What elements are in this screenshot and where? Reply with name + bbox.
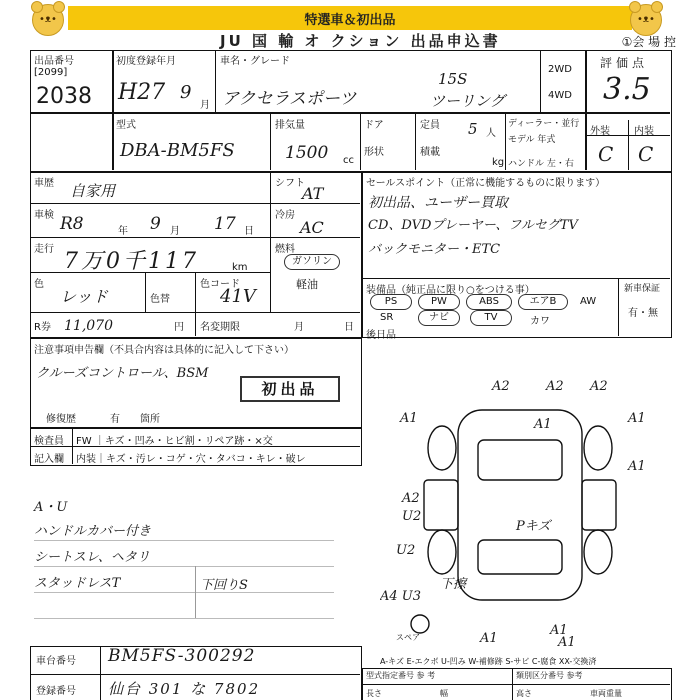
damage-mark: A2 xyxy=(546,379,564,394)
damage-mark: A1 xyxy=(480,631,498,646)
car-body-outline xyxy=(458,410,582,600)
color-change-label: 色替 xyxy=(150,294,170,305)
height-label: 高さ xyxy=(516,689,532,698)
new-car-warranty-label: 新車保証 xyxy=(624,284,661,294)
inspector-row-exterior: FW ｜キズ・凹み・ヒビ割・リペア跡・×交 xyxy=(76,436,273,447)
equipment-ps: PS xyxy=(370,294,412,310)
wheel-rear-right xyxy=(584,530,612,574)
damage-mark: A2 xyxy=(590,379,608,394)
displacement: 1500 xyxy=(285,143,329,163)
recycle-amount: 11,070 xyxy=(64,318,113,334)
lot-number: 2038 xyxy=(36,84,92,109)
usage: 自家用 xyxy=(70,182,116,200)
fuel-gasoline: ガソリン xyxy=(284,254,340,270)
usage-label: 車歴 xyxy=(34,178,54,189)
exterior-grade: C xyxy=(598,142,614,166)
score-label: 評価点 xyxy=(600,56,649,70)
first-reg-year: H27 xyxy=(118,80,166,105)
displacement-label: 排気量 xyxy=(275,120,305,131)
sheet-title: JU 国 輸 オ クション 出品申込書 xyxy=(220,32,501,50)
capacity-label: 定員 xyxy=(420,120,440,131)
shift: AT xyxy=(302,184,324,203)
drive-4wd: 4WD xyxy=(548,90,572,101)
fuel-light-oil: 軽油 xyxy=(296,278,318,291)
width-label: 幅 xyxy=(440,689,448,698)
side-left xyxy=(424,480,458,530)
side-right xyxy=(582,480,616,530)
exterior-label: 外装 xyxy=(590,126,610,137)
equipment-sr: SR xyxy=(380,312,394,323)
lot-label: 出品番号 xyxy=(34,56,74,67)
equipment-abs: ABS xyxy=(466,294,512,310)
color: レッド xyxy=(60,287,108,306)
damage-mark: A4 U3 xyxy=(380,589,422,604)
first-reg-month: 9 xyxy=(180,82,192,103)
inspector-note: ハンドルカバー付き xyxy=(34,524,152,539)
model-name: アクセラスポーツ xyxy=(222,89,357,109)
later-items-label: 後日品 xyxy=(366,330,396,341)
chassis-number: BM5FS-300292 xyxy=(108,646,256,666)
ac: AC xyxy=(300,218,324,237)
capacity: 5 xyxy=(468,120,478,138)
inspector-note: スタッドレスT xyxy=(34,576,121,591)
banner-title: 特選車＆初出品 xyxy=(304,13,396,28)
bear-mascot-icon: •ᴥ• xyxy=(630,4,662,36)
color-code: 41V xyxy=(220,286,256,307)
grade-code: 15S xyxy=(438,70,468,88)
handle-label: ハンドル 左・右 xyxy=(508,159,574,169)
equipment-aw: AW xyxy=(580,296,597,307)
damage-mark: A1 xyxy=(550,623,568,638)
inspector-label: 検査員 xyxy=(34,436,64,447)
registration-label: 登録番号 xyxy=(36,686,76,697)
car-windshield xyxy=(478,440,562,480)
load-label: 積載 xyxy=(420,147,440,158)
venue-copy-label: ①会 場 控 xyxy=(621,35,676,49)
structure-number-label: 型式指定番号 参 考 xyxy=(366,671,436,680)
drive-2wd: 2WD xyxy=(548,64,572,75)
registration-number: 仙台 301 な 7802 xyxy=(108,680,261,698)
damage-mark: U2 xyxy=(402,509,422,524)
color-code-label: 色コード xyxy=(200,279,240,290)
car-damage-diagram xyxy=(380,370,680,650)
damage-mark: A2 xyxy=(402,491,420,506)
interior-label: 内装 xyxy=(634,126,654,137)
mileage: 7万0千117 xyxy=(64,249,199,274)
sales-point-line: CD、DVDプレーヤー、フルセグTV xyxy=(368,218,578,233)
interior-grade: C xyxy=(638,142,654,166)
car-rear-window xyxy=(478,540,562,574)
ac-label: 冷房 xyxy=(275,210,295,221)
spare-tire-icon xyxy=(411,615,429,633)
model-name-label: 車名・グレード xyxy=(220,56,290,67)
damage-mark: A1 xyxy=(628,459,646,474)
door-label: ドア xyxy=(364,120,384,131)
recycle-label: R券 xyxy=(34,322,51,333)
repair-label: 修復歴 xyxy=(46,414,76,425)
sales-points-label: セールスポイント（正常に機能するものに限ります） xyxy=(366,178,606,189)
damage-mark: A1 xyxy=(558,635,576,650)
lot-sub: [2099] xyxy=(34,67,68,78)
inspection-day: 17 xyxy=(214,214,236,234)
equipment-navi: ナビ xyxy=(418,310,460,326)
cc-unit: cc xyxy=(343,155,354,166)
warranty-value: 有・無 xyxy=(628,308,658,319)
sales-point-line: バックモニター・ETC xyxy=(368,242,501,257)
damage-mark: A2 xyxy=(492,379,510,394)
model-year-label: モデル 年式 xyxy=(508,135,556,145)
grade-name: ツーリング xyxy=(430,92,505,110)
transfer-day-unit: 日 xyxy=(344,322,354,333)
first-listing-stamp: 初出品 xyxy=(240,376,340,402)
inspection-month: 9 xyxy=(150,214,161,234)
damage-mark: A1 xyxy=(400,411,418,426)
inspector-note: 下回りS xyxy=(200,578,248,593)
wheel-front-right xyxy=(584,426,612,470)
equipment-leather: カワ xyxy=(530,316,550,327)
sales-point-line: 初出品、ユーザー買取 xyxy=(368,195,508,211)
inspection-era: R8 xyxy=(60,214,84,234)
score-value: 3.5 xyxy=(603,72,651,107)
entry-label: 記入欄 xyxy=(34,454,64,465)
auction-sheet: 特選車＆初出品 •ᴥ• •ᴥ• JU 国 輸 オ クション 出品申込書 ①会 場 控 出品番号 [2099] 2038 初度登録年月 H27 9 月 車名・グレード アクセラスポーツ 15S ツーリング 2WD 4WD 評価点 3.5 型式 DBA-BM5FS 排気量 1500 cc ドア 形状 定員 5 人 積載 kg ディーラー・並行 モデル 年式 ハンドル 左・右 外装 内装 C C 車歴 自家用 シフト AT 車検 R8 年 9 月 17 日 冷房 AC 走行 7万0千117 km 燃料 ガソリン 軽油 色 レッド 色替 色コード 41V R券 11,070 円 名変期限 月 日 セールスポイント（正常に機能するものに限ります） 初出品、ユーザー買取 CD、DVDプレーヤー、フルセグTV バックモニター・ETC 装備品（純正品に限り○をつける事） 新車保証 有・無 PS PW ABS エアB AW SR ナビ TV カワ 後日品 注意事項申告欄（不具合内容は具体的に記入して下さい） クルーズコントロール、BSM 初出品 修復歴 有 箇所 検査員 記入欄 FW ｜キズ・凹み・ヒビ割・リペア跡・×交 内装｜キズ・汚レ・コゲ・穴・タバコ・キレ・破レ A・U ハンドルカバー付き シートスレ、ヘタリ スタッドレスT 下回りS A2 A2 A2 A1 A1 A1 A1 A2 U2 Pキズ U2 A4 U3 下擦 A1 A1 A1 スペア A-キズ E-エクボ U-凹み W-補修跡 S-サビ C-腐食 XX-交換済 車台番号 BM5FS-300292 登録番号 仙台 301 な 7802 型式指定番号 参 考 類別区分番号 参考 長さ 幅 高さ 車両重量 xyxy=(0,0,700,700)
kg-unit: kg xyxy=(492,157,505,168)
banner-bar xyxy=(68,6,632,30)
inspector-note: A・U xyxy=(34,500,68,515)
color-label: 色 xyxy=(34,279,44,290)
transfer-month-unit: 月 xyxy=(294,322,304,333)
transfer-label: 名変期限 xyxy=(200,322,240,333)
model-code-label: 型式 xyxy=(116,120,136,131)
wheel-front-left xyxy=(428,426,456,470)
km-unit: km xyxy=(232,262,248,273)
capacity-unit: 人 xyxy=(486,128,496,139)
weight-label: 車両重量 xyxy=(590,689,622,698)
damage-mark: A1 xyxy=(628,411,646,426)
equipment-airbag: エアB xyxy=(518,294,568,310)
damage-legend: A-キズ E-エクボ U-凹み W-補修跡 S-サビ C-腐食 XX-交換済 xyxy=(380,657,597,666)
equipment-label: 装備品（純正品に限り○をつける事） xyxy=(366,285,535,296)
shift-label: シフト xyxy=(275,178,305,189)
spare-label: スペア xyxy=(396,633,420,642)
equipment-tv: TV xyxy=(470,310,512,326)
inspector-note: シートスレ、ヘタリ xyxy=(34,550,150,565)
inspection-day-unit: 日 xyxy=(244,226,254,237)
notes-text: クルーズコントロール、BSM xyxy=(36,366,209,381)
damage-mark: U2 xyxy=(396,543,416,558)
class-number-label: 類別区分番号 参考 xyxy=(516,671,583,680)
inspection-year-unit: 年 xyxy=(118,226,128,237)
inspection-month-unit: 月 xyxy=(170,226,180,237)
damage-mark: Pキズ xyxy=(516,519,551,534)
notes-label: 注意事項申告欄（不具合内容は具体的に記入して下さい） xyxy=(34,345,294,356)
equipment-pw: PW xyxy=(418,294,460,310)
repair-place: 箇所 xyxy=(140,414,160,425)
repair-value: 有 xyxy=(110,414,120,425)
chassis-label: 車台番号 xyxy=(36,656,76,667)
shape-label: 形状 xyxy=(364,147,384,158)
bear-mascot-icon: •ᴥ• xyxy=(32,4,64,36)
yen-unit: 円 xyxy=(174,322,184,333)
dealer-label: ディーラー・並行 xyxy=(508,119,580,129)
model-code: DBA-BM5FS xyxy=(120,140,235,161)
mileage-label: 走行 xyxy=(34,244,54,255)
damage-mark: 下擦 xyxy=(440,577,467,592)
wheel-rear-left xyxy=(428,530,456,574)
inspector-row-interior: 内装｜キズ・汚レ・コゲ・穴・タバコ・キレ・破レ xyxy=(76,454,306,465)
damage-mark: A1 xyxy=(534,417,552,432)
fuel-label: 燃料 xyxy=(275,244,295,255)
first-reg-label: 初度登録年月 xyxy=(116,56,176,67)
inspection-label: 車検 xyxy=(34,210,54,221)
length-label: 長さ xyxy=(366,689,382,698)
